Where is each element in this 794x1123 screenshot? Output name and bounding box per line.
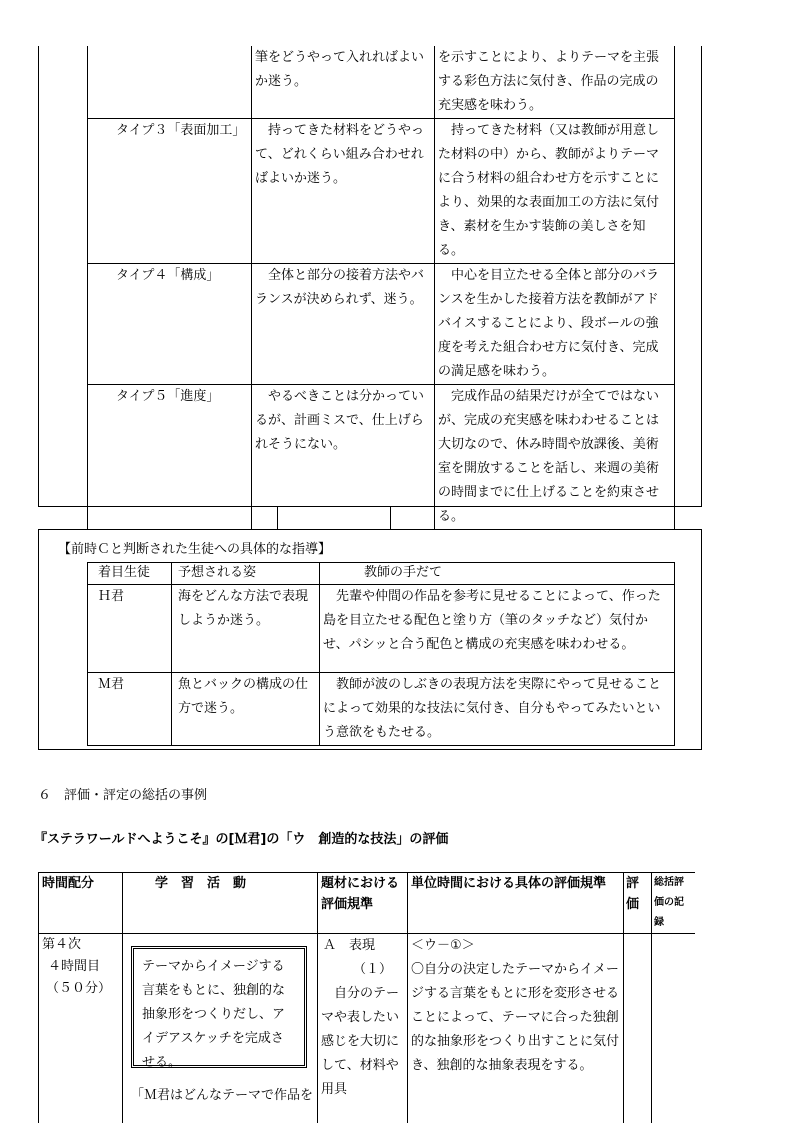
state-cell: 魚とバックの構成の仕方で迷う。 [172,673,320,746]
activity-quote: 「Ｍ君はどんなテーマで作品を [131,1088,314,1103]
time-period: 第４次 [42,937,82,952]
header-guide: 教師の手だて [320,563,675,585]
table-row [88,385,675,530]
activity-cell [123,934,318,1123]
connector-line-left [277,507,278,529]
criteria-cell [318,934,408,1123]
c-section-table [87,562,675,746]
top-outer-frame-right [701,46,702,506]
time-cell [39,934,123,1123]
state-cell: 持ってきた材料をどうやって、どれくらい組み合わせればよいか迷う。 [252,119,435,264]
table-row [88,673,675,746]
section-heading: ６ 評価・評定の総括の事例 [38,788,208,803]
table-header-row [88,563,675,585]
c-section-title: 【前時Ｃと判断された生徒への具体的な指導】 [58,542,332,557]
unit-code: ＜ウ－①＞ [411,938,475,953]
type-cell: タイプ３「表面加工」 [88,119,252,264]
header-unit: 単位時間における具体の評価規準 [408,873,624,934]
criteria-head: Ａ 表現 [323,938,376,953]
note-cell [652,934,696,1123]
state-cell: やるべきことは分かっているが、計画ミスで、仕上げられそうにない。 [252,385,435,530]
header-eval: 評価 [624,873,652,934]
connector-line-right [390,507,391,529]
guide-cell: 完成作品の結果だけが全てではないが、完成の充実感を味わわせることは大切なので、休み時間や放課後、美術室を開放することを話し、来週の美術の時間までに仕上げることを約束させる。 [435,385,675,530]
guide-cell: 先輩や仲間の作品を参考に見せることによって、作った島を目立たせる配色と塗り方（筆のタッチなど）気付かせ、パシッと合う配色と構成の充実感を味わわせる。 [320,585,675,673]
header-note: 総括評価の記録 [652,873,696,934]
type-table [87,46,675,530]
table-row [88,264,675,385]
eval-title: 『ステラワールドへようこそ』の[Ｍ君]の「ウ 創造的な技法」の評価 [34,832,449,847]
header-activity: 学 習 活 動 [123,873,318,934]
time-minutes: （５０分） [46,981,112,996]
guide-cell: 中心を目立たせる全体と部分のバランスを生かした接着方法を教師がアドバイスすることにより、段ボールの強度を考えた組合わせ方に気付き、完成の満足感を味わう。 [435,264,675,385]
type-cell [88,46,252,119]
eval-cell [624,934,652,1123]
header-criteria: 題材における評価規準 [318,873,408,934]
top-outer-frame-left [38,46,39,506]
table-row [88,119,675,264]
state-cell: 海をどんな方法で表現しようか迷う。 [172,585,320,673]
table-header-row [39,873,696,934]
table-row [88,46,675,119]
table-row [88,585,675,673]
activity-box-text: テーマからイメージする言葉をもとに、独創的な抽象形をつくりだし、アイデアスケッチを完成させる。 [142,959,286,1070]
table-row [39,934,696,1123]
criteria-num: （１） [353,962,393,977]
unit-cell [408,934,624,1123]
unit-text: 〇自分の決定したテーマからイメージする言葉をもとに形を変形させることによって、テーマに合った独創的な抽象形をつくり出すことに気付き、独創的な抽象表現をする。 [411,962,620,1073]
activity-box [131,946,307,1068]
student-cell: Ｈ君 [88,585,172,673]
state-cell: 全体と部分の接着方法やバランスが決められず、迷う。 [252,264,435,385]
type-cell: タイプ４「構成」 [88,264,252,385]
header-student: 着目生徒 [88,563,172,585]
header-state: 予想される姿 [172,563,320,585]
guide-cell: 教師が波のしぶきの表現方法を実際にやって見せることによって効果的な技法に気付き、自分もやってみたいという意欲をもたせる。 [320,673,675,746]
time-hour: ４時間目 [48,959,101,974]
guide-cell: 持ってきた材料（又は教師が用意した材料の中）から、教師がよりテーマに合う材料の組合わせ方を示すことにより、効果的な表面加工の方法に気付き、素材を生かす装飾の美しさを知る。 [435,119,675,264]
student-cell: Ｍ君 [88,673,172,746]
header-time: 時間配分 [39,873,123,934]
guide-cell: を示すことにより、よりテーマを主張する彩色方法に気付き、作品の完成の充実感を味わう。 [435,46,675,119]
type-cell: タイプ５「進度」 [88,385,252,530]
eval-table [38,872,695,1123]
criteria-text: 自分のテーマや表したい感じを大切にして、材料や用具 [321,986,400,1097]
state-cell: 筆をどうやって入れればよいか迷う。 [252,46,435,119]
